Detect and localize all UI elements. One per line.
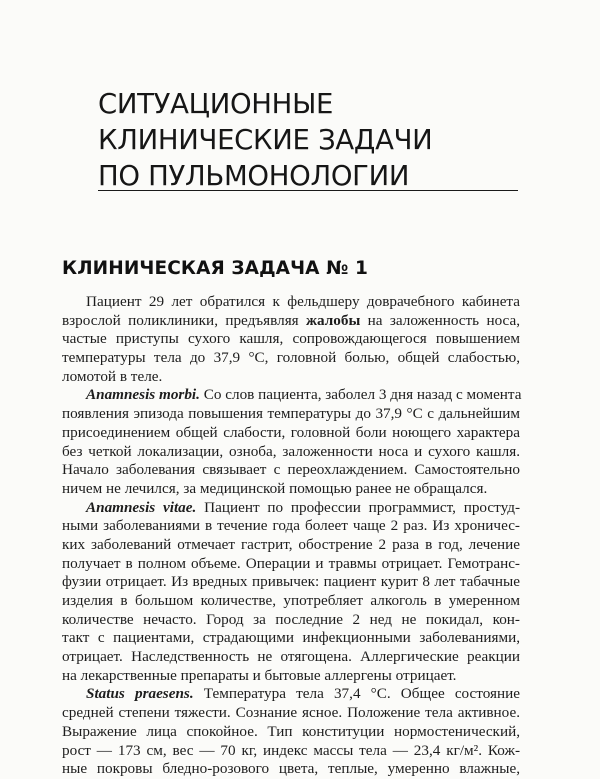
text-line: Выражение лица спокойное. Тип конституции нормостенический, <box>62 722 520 740</box>
text-line: Anamnesis morbi. Со слов пациента, заболел 3 дня назад с момента <box>86 386 522 404</box>
chapter-title-line: СИТУАЦИОННЫЕ <box>98 88 334 120</box>
text-line: средней степени тяжести. Сознание ясное. Положение тела активное. <box>62 704 520 722</box>
text-line: ничем не лечился, за медицинской помощью ранее не обращался. <box>62 479 488 497</box>
chapter-title <box>98 86 518 194</box>
text-line: температуры тела до 37,9 °С, головной болью, общей слабостью, <box>62 349 520 367</box>
complaints-keyword: жалобы <box>306 311 361 329</box>
text-line: частые приступы сухого кашля, сопровождающегося повышением <box>62 330 520 348</box>
status-praesens-label: Status praesens. <box>86 685 194 703</box>
text-line: ные покровы бледно-розового цвета, теплые, умеренно влажные, <box>62 760 520 778</box>
text-line: на лекарственные препараты и бытовые аллергены отрицает. <box>62 666 457 684</box>
chapter-title-line: КЛИНИЧЕСКИЕ ЗАДАЧИ <box>98 124 433 156</box>
text-line: Status praesens. Температура тела 37,4 °С. Общее состояние <box>86 685 520 703</box>
text-line: Anamnesis vitae. Пациент по профессии программист, простуд- <box>86 498 521 516</box>
text-line: количестве нечасто. Город за последние 2 нед не покидал, кон- <box>62 610 520 628</box>
title-underline <box>98 190 518 191</box>
text-line: получает в полном объеме. Операции и травмы отрицает. Гемотранс- <box>62 554 520 572</box>
text-line: рост — 173 см, вес — 70 кг, индекс массы тела — 23,4 кг/м². Кож- <box>62 741 520 759</box>
case-text <box>62 293 520 779</box>
anamnesis-vitae-label: Anamnesis vitae. <box>86 498 197 516</box>
text-line: ломотой в теле. <box>62 367 163 385</box>
text-line: ными заболеваниями в течение года болеет чаще 2 раз. Из хроничес- <box>62 517 520 535</box>
text-line: Пациент 29 лет обратился к фельдшеру доврачебного кабинета <box>86 293 520 310</box>
anamnesis-morbi-label: Anamnesis morbi. <box>86 386 200 404</box>
text-line: взрослой поликлиники, предъявляя жалобы на заложенность носа, <box>62 311 521 329</box>
text-line: такт с пациентами, страдающими инфекционными заболеваниями, <box>62 629 520 647</box>
text-line: изделия в большом количестве, употребляет алкоголь в умеренном <box>62 592 520 609</box>
text-line: присоединением общей слабости, головной боли ноющего характера <box>62 423 520 441</box>
text-line: появления эпизода повышения температуры до 37,9 °С с дальнейшим <box>62 405 520 423</box>
text-line: отрицает. Наследственность не отягощена. Аллергические реакции <box>62 648 520 666</box>
text-line: ких заболеваний отмечает гастрит, обострение 2 раза в год, лечение <box>62 535 520 553</box>
text-line: фузии отрицает. Из вредных привычек: пациент курит 8 лет табачные <box>62 573 520 591</box>
chapter-title-line: ПО ПУЛЬМОНОЛОГИИ <box>98 160 410 192</box>
text-line: Начало заболевания связывает с переохлаждением. Самостоятельно <box>62 461 520 479</box>
text-line: без четкой локализации, озноба, заложенности носа и сухого кашля. <box>62 442 520 460</box>
section-heading: КЛИНИЧЕСКАЯ ЗАДАЧА № 1 <box>62 258 368 279</box>
